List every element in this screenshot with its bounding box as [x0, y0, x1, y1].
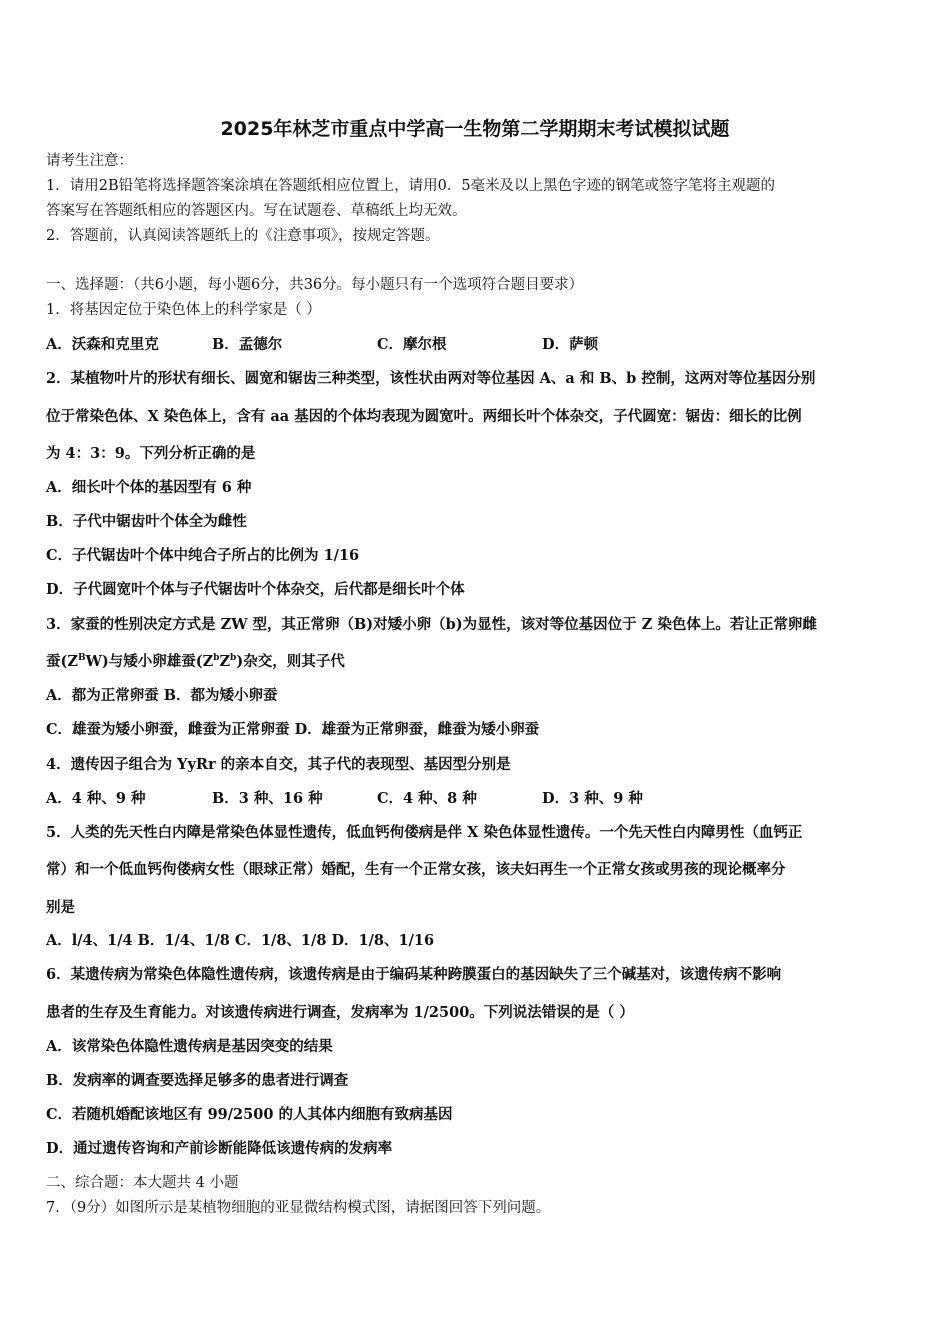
q2-option-b: B．子代中锯齿叶个体全为雌性 [46, 513, 247, 530]
notice-line-3: 2．答题前，认真阅读答题纸上的《注意事项》，按规定答题。 [46, 228, 440, 244]
section-2-heading: 二、综合题：本大题共 4 小题 [46, 1175, 239, 1191]
q1-option-a: A．沃森和克里克 [46, 336, 159, 353]
q3-options-ab: A．都为正常卵蚕 B．都为矮小卵蚕 [46, 687, 278, 704]
q4-option-a: A．4 种、9 种 [46, 790, 146, 807]
question-5-line-1: 5．人类的先天性白内障是常染色体显性遗传，低血钙佝偻病是伴 X 染色体显性遗传。一个先天性白内障男性（血钙正 [46, 824, 803, 841]
question-7-stem: 7．（9分）如图所示是某植物细胞的亚显微结构模式图，请据图回答下列问题。 [46, 1200, 551, 1216]
notice-heading: 请考生注意： [46, 153, 133, 169]
q3-text-b: W)与矮小卵雄蚕(Z [85, 653, 214, 670]
question-4-stem: 4．遗传因子组合为 YyRr 的亲本自交，其子代的表现型、基因型分别是 [46, 756, 511, 773]
question-5-line-3: 别是 [46, 899, 75, 916]
q6-option-c: C．若随机婚配该地区有 99/2500 的人其体内细胞有致病基因 [46, 1106, 453, 1123]
q3-text-d: )杂交，则其子代 [236, 653, 345, 670]
q3-sup-1: B [77, 653, 86, 664]
notice-line-1: 1．请用2B铅笔将选择题答案涂填在答题纸相应位置上，请用0．5毫米及以上黑色字迹的钢笔或签字笔将主观题的 [46, 178, 776, 194]
q2-option-c: C．子代锯齿叶个体中纯合子所占的比例为 1/16 [46, 547, 360, 564]
question-6-line-2: 患者的生存及生育能力。对该遗传病进行调查，发病率为 1/2500。下列说法错误的是（ ） [46, 1004, 634, 1021]
question-3-line-2 [46, 653, 911, 671]
question-5-line-2: 常）和一个低血钙佝偻病女性（眼球正常）婚配，生有一个正常女孩，该夫妇再生一个正常女孩或男孩的现论概率分 [46, 861, 786, 878]
question-1-stem: 1．将基因定位于染色体上的科学家是（ ） [46, 302, 321, 318]
question-2-line-3: 为 4：3：9。下列分析正确的是 [46, 445, 256, 462]
q5-options: A．l/4、1/4 B．1/4、1/8 C．1/8、1/8 D．1/8、1/16 [46, 932, 435, 949]
q2-option-a: A．细长叶个体的基因型有 6 种 [46, 479, 252, 496]
q4-option-c: C．4 种、8 种 [377, 790, 477, 807]
page-title: 2025年林芝市重点中学高一生物第二学期期末考试模拟试题 [220, 118, 730, 140]
question-6-line-1: 6．某遗传病为常染色体隐性遗传病，该遗传病是由于编码某种跨膜蛋白的基因缺失了三个碱基对，该遗传病不影响 [46, 966, 782, 983]
q2-option-d: D．子代圆宽叶个体与子代锯齿叶个体杂交，后代都是细长叶个体 [46, 581, 465, 598]
question-2-line-1: 2．某植物叶片的形状有细长、圆宽和锯齿三种类型，该性状由两对等位基因 A、a 和 B、b 控制，这两对等位基因分别 [46, 370, 816, 387]
question-2-line-2: 位于常染色体、X 染色体上，含有 aa 基因的个体均表现为圆宽叶。两细长叶个体杂交，子代圆宽：锯齿：细长的比例 [46, 408, 802, 425]
q3-options-cd: C．雄蚕为矮小卵蚕，雌蚕为正常卵蚕 D．雄蚕为正常卵蚕，雌蚕为矮小卵蚕 [46, 721, 540, 738]
q6-option-b: B．发病率的调查要选择足够多的患者进行调查 [46, 1072, 349, 1089]
q3-text-c: Z [219, 653, 231, 670]
q6-option-a: A．该常染色体隐性遗传病是基因突变的结果 [46, 1038, 333, 1055]
q3-sup-3: b [230, 653, 237, 664]
q4-option-b: B．3 种、16 种 [212, 790, 323, 807]
q1-option-c: C．摩尔根 [377, 336, 447, 353]
section-1-heading: 一、选择题：（共6小题，每小题6分，共36分。每小题只有一个选项符合题目要求） [46, 277, 584, 293]
q1-option-d: D．萨顿 [542, 336, 599, 353]
q3-text-a: 蚕(Z [46, 653, 78, 670]
q3-sup-2: b [213, 653, 220, 664]
q4-option-d: D．3 种、9 种 [542, 790, 643, 807]
question-3-line-1: 3．家蚕的性别决定方式是 ZW 型，其正常卵（B)对矮小卵（b)为显性，该对等位基因位于 Z 染色体上。若让正常卵雌 [46, 616, 817, 633]
q6-option-d: D．通过遗传咨询和产前诊断能降低该遗传病的发病率 [46, 1140, 393, 1157]
notice-line-2: 答案写在答题纸相应的答题区内。写在试题卷、草稿纸上均无效。 [46, 203, 467, 219]
q1-option-b: B．孟德尔 [212, 336, 283, 353]
